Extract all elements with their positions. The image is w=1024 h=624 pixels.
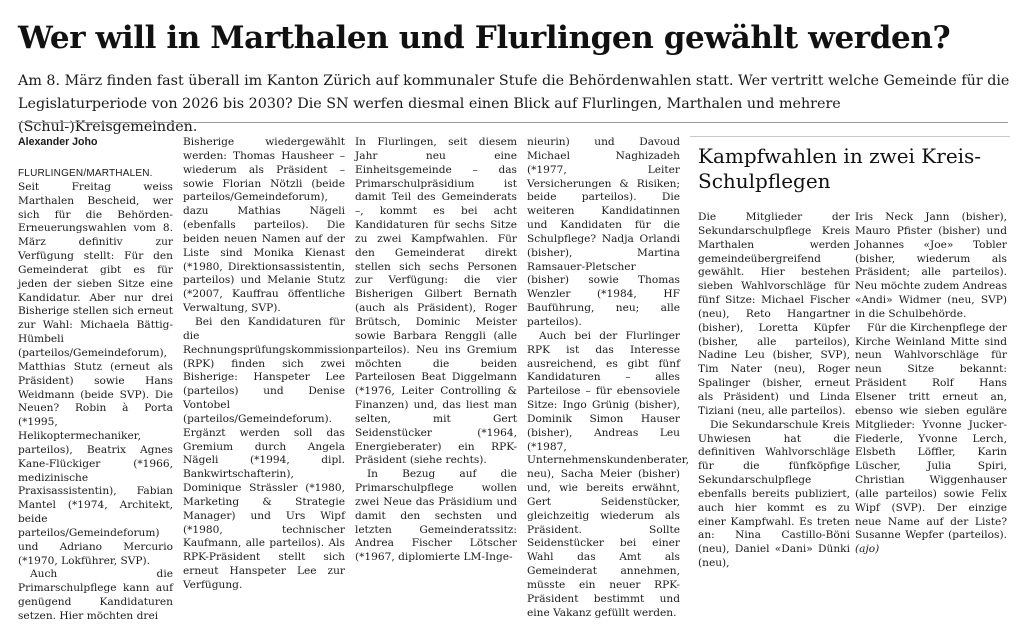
body-paragraph: In Flurlingen, seit diesem Jahr neu eine Einheitsgemeinde – das Primarschulpräsidium ist damit Teil des Gemeinderats –, kommt es bei acht Kandidaturen für sechs Sitze zu zwei Kampfwahlen. Für den Gemeinderat direkt stellen sich sechs Personen zur Verfügung: die vier Bisherigen Gilbert Bernath (auch als Präsident), Roger Brütsch, Dominic Meister sowie Barbara Renggli (alle parteilos). Neu ins Gremium möchten die beiden Parteilosen Beat Diggelmann (*1976, Leiter Controlling & Finanzen) und, das liest man selten, mit Gert Seidenstücker (*1964, Energieberater) ein RPK-Präsident (siehe rechts). [355, 136, 517, 467]
body-paragraph: In Bezug auf die Primarschulpflege wollen zwei Neue das Präsidium und damit den sechsten und letzten Gemeinderatssitz: Andrea Fischer Lötscher (*1967, diplomierte LM-Inge- [355, 468, 517, 564]
body-paragraph [18, 167, 173, 568]
sidebar-column-1 [698, 211, 850, 571]
author-byline: Alexander Joho [18, 136, 98, 148]
sidebar-divider [690, 136, 1010, 137]
body-text: Seit Freitag weiss Marthalen Bescheid, wer sich für die Behörden-Erneuerungswahlen vom 8. März definitiv zur Verfügung stellt: Für den Gemeinderat gibt es für jeden der sieben Sitze eine Kandidatur. Aber nur drei Bisherige stellen sich erneut zur Wahl: Michaela Bättig-Hümbeli (parteilos/Gemeindeforum), Matthias Stutz (erneut als Präsident) sowie Hans Weidmann (beide SVP). Die Neuen? Robin à Porta (*1995, Helikoptermechaniker, parteilos), Beatrix Agnes Kane-Flückiger (*1966, medizinische Praxisassistentin), Fabian Mantel (*1974, Architekt, beide parteilos/Gemeindeforum) und Adriano Mercurio (*1970, Lokführer, SVP). [18, 180, 173, 567]
body-paragraph: Bei den Kandidaturen für die Rechnungsprüfungskommission (RPK) finden sich zwei Bisherige: Hanspeter Lee (parteilos) und Denise Vontobel (parteilos/Gemeindeforum). Ergänzt werden soll das Gremium durch Angela Nägeli (*1994, dipl. Bankwirtschafterin), Dominique Strässler (*1980, Marketing & Strategie Manager) und Urs Wipf (*1980, technischer Kaufmann, alle parteilos). Als RPK-Präsident stellt sich erneut Hanspeter Lee zur Verfügung. [183, 315, 355, 591]
article-column-1 [18, 136, 173, 624]
body-paragraph: Die Sekundarschule Kreis Uhwiesen hat die definitiven Wahlvorschläge für die fünfköpfige Sekundarschulpflege ebenfalls bereits publiziert, auch hier kommt es zu einer Kampfwahl. Es treten an: Nina Castillo-Böni (neu), Daniel «Dani» Dünki (neu), [698, 418, 850, 570]
body-paragraph: Auch bei der Flurlinger RPK ist das Interesse ausreichend, es gibt fünf Kandidaturen – alles Parteilose – für ebensoviele Sitze: Ingo Grünig (bisher), Dominik Simon Hauser (bisher), Andreas Leu (*1987, Unternehmenskundenberater, neu), Sacha Meier (bisher) und, wie bereits erwähnt, Gert Seidenstücker, gleichzeitig wiederum als Präsident. Sollte Seidenstücker bei einer Wahl das Amt als Gemeinderat annehmen, müsste ein neuer RPK-Präsident bestimmt und eine Vakanz gefüllt werden. [527, 329, 689, 619]
body-paragraph: Bisherige wiedergewählt werden: Thomas Hausheer – wiederum als Präsident – sowie Florian Nötzli (beide parteilos/Gemeindeforum), dazu Mathias Nägeli (ebenfalls parteilos). Die beiden neuen Namen auf der Liste sind Monika Kienast (*1980, Direktionsassistentin, parteilos) und Melanie Stutz (*2007, Kauffrau öffentliche Verwaltung, SVP). [183, 136, 345, 315]
dateline: FLURLINGEN/MARTHALEN. [18, 168, 153, 179]
article-column-2 [183, 136, 355, 593]
author-signature: (ajo) [855, 543, 880, 556]
article-column-4 [527, 136, 689, 621]
body-text: Für die Kirchenpflege der Kirche Weinland Mitte sind neun Wahlvorschläge für neun Sitze bekannt: Präsident Rolf Hans Elsener tritt erneut an, ebenso wie sieben eguläre Mitglieder: Yvonne Jucker-Fiederle, Yvonne Lerch, Elsbeth Löffler, Karin Lüscher, Julia Spiri, Christian Wiggenhauser (alle parteilos) sowie Felix Wipf (SVP). Der einzige neue Name auf der Liste? Susanne Wepfer (parteilos). [855, 321, 1007, 542]
body-paragraph: Iris Neck Jann (bisher), Mauro Pfister (bisher) und Johannes «Joe» Tobler (bisher, wiederum als Präsident; alle parteilos). Neu möchte zudem Andreas «Andi» Widmer (neu, SVP) in die Schulbehörde. [855, 211, 1008, 320]
body-paragraph [855, 322, 1007, 557]
body-paragraph: Die Mitglieder der Sekundarschulpflege Kreis Marthalen werden gemeindeübergreifend gewählt. Hier bestehen sieben Wahlvorschläge für fünf Sitze: Michael Fischer (neu), Reto Hangartner (bisher), Loretta Küpfer (bisher, alle parteilos), Nadine Leu (bisher, SVP), Tim Nater (neu), Roger Spalinger (bisher, erneut als Präsident) und Linda Tiziani (neu, alle parteilos). [698, 211, 850, 417]
sidebar-title: Kampfwahlen in zwei Kreis-Schulpflegen [698, 144, 982, 193]
lead-paragraph: Am 8. März finden fast überall im Kanton Zürich auf kommunaler Stufe die Behördenwahlen statt. Wer vertritt welche Gemeinde für die Legislaturperiode von 2026 bis 2030? Die SN werfen diesmal einen Blick auf Flurlingen, Marthalen und mehrere (Schul-)Kreisgemeinden. [18, 73, 1010, 135]
sidebar-column-2 [855, 211, 1007, 557]
body-paragraph: Auch die Primarschulpflege kann auf genügend Kandidaturen setzen. Hier möchten drei [18, 568, 173, 622]
body-paragraph: nieurin) und Davoud Michael Naghizadeh (*1977, Leiter Versicherungen & Risiken; beide parteilos). Die weiteren Kandidatinnen und Kandidaten für die Schulpflege? Nadja Orlandi (bisher), Martina Ramsauer-Pletscher (bisher) sowie Thomas Wenzler (*1984, HF Bauführung, neu; alle parteilos). [527, 136, 680, 328]
header-divider [18, 122, 1008, 123]
headline: Wer will in Marthalen und Flurlingen gewählt werden? [18, 20, 951, 56]
article-column-3 [355, 136, 517, 565]
